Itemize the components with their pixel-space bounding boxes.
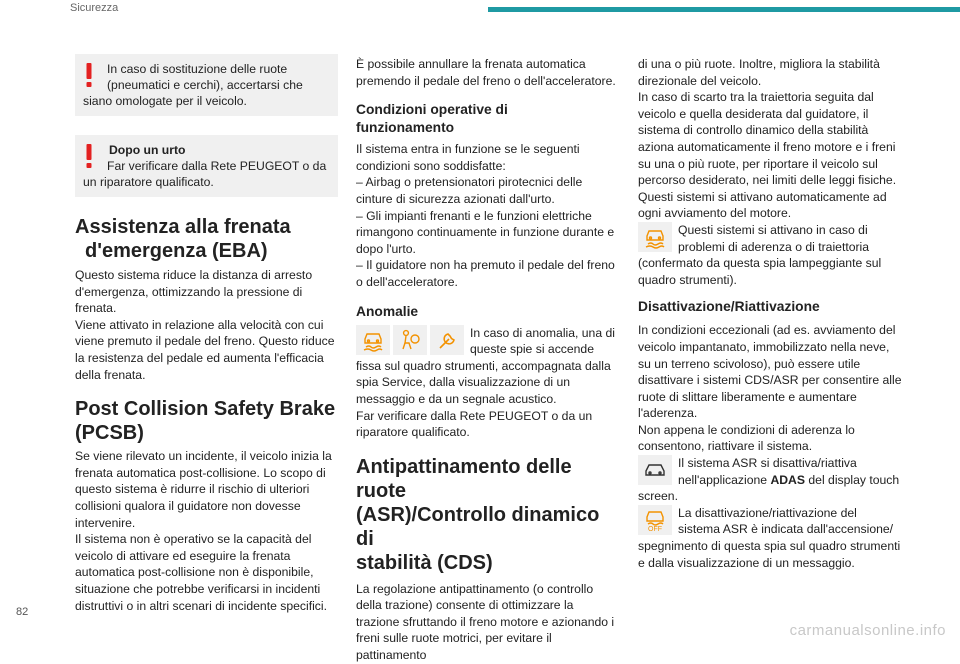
- watermark: carmanualsonline.info: [789, 622, 946, 639]
- service-wrench-icon: [430, 325, 464, 355]
- paragraph: In caso di anomalia, una di queste spie si accende fissa sul quadro strumenti, accompagnata dalla spia Service, dalla visualizzazione di un messaggio e da un segnale acustico.: [356, 325, 615, 406]
- warning-exclamation-icon: [84, 143, 94, 169]
- paragraph: Far verificare dalla Rete PEUGEOT o da un riparatore qualificato.: [356, 408, 593, 440]
- esc-skid-icon: [356, 325, 390, 355]
- paragraph: Viene attivato in relazione alla velocità con cui viene premuto il pedale del freno. Questo riduce la resistenza del pedale ed aumenta l'efficacia della frenata.: [75, 317, 335, 382]
- heading-line: (ASR)/Controllo dinamico di: [356, 503, 600, 550]
- text: del display touch screen.: [638, 472, 900, 504]
- warning-text: siano omologate per il veicolo.: [83, 94, 247, 108]
- heading-line: Condizioni operative di: [356, 102, 508, 118]
- paragraph: Il sistema entra in funzione se le seguenti condizioni sono soddisfatte:: [356, 142, 580, 173]
- column-1: [75, 46, 338, 614]
- page-number: 82: [16, 606, 29, 618]
- heading-anomalie: Anomalie: [356, 303, 419, 319]
- paragraph: La disattivazione/riattivazione del sistema ASR è indicata dall'accensione/ spegnimento di questa spia sul quadro strumenti e dalla visualizzazione di un messaggio.: [638, 505, 901, 570]
- paragraph: Non appena le condizioni di aderenza lo consentono, riattivare il sistema.: [638, 422, 855, 454]
- list-item: – Airbag o pretensionatori pirotecnici delle cinture di sicurezza azionati dall'urto.: [356, 175, 583, 206]
- paragraph: [638, 455, 902, 505]
- heading-line: funzionamento: [356, 120, 455, 136]
- paragraph: Il sistema non è operativo se la capacità del veicolo di attivare ed eseguire la frenata automatica post-collisione non è disponibile, situazione che potrebbe verificarsi in incidenti distruttivi o in altri scenari di incidente specifici.: [75, 532, 327, 613]
- list-item: – Gli impianti frenanti e le funzioni elettriche rimangono continuamente in funzione durante e dopo l'urto.: [356, 208, 615, 256]
- paragraph: di una o più ruote. Inoltre, migliora la stabilità direzionale del veicolo.: [638, 57, 880, 88]
- heading-conditions: [356, 101, 619, 137]
- list-item: – Il guidatore non ha premuto il pedale del freno o dell'acceleratore.: [356, 258, 615, 289]
- paragraph: È possibile annullare la frenata automatica premendo il pedale del freno o dell'acceleratore.: [356, 57, 616, 88]
- warning-exclamation-icon: [84, 62, 94, 88]
- heading-pcsb: [75, 397, 338, 445]
- paragraph: La regolazione antipattinamento (o controllo della trazione) consente di ottimizzare la trazione sfruttando il freno motore e azionando i freni sulle ruote motrici, per evitare il pattinamento: [356, 581, 615, 663]
- heading-eba: [75, 215, 338, 263]
- column-3: [638, 46, 902, 571]
- paragraph: Se viene rilevato un incidente, il veicolo inizia la frenata automatica post-collisione. Lo scopo di questo sistema è ridurre il rischio di ulteriori collisioni qualora il guidatore non dovesse intervenire.: [75, 449, 332, 530]
- warning-lamps: [356, 325, 464, 355]
- heading-line: d'emergenza (EBA): [85, 240, 268, 262]
- paragraph: Questi sistemi si attivano automaticamente ad ogni avviamento del motore.: [638, 189, 887, 221]
- column-2: [356, 46, 619, 664]
- warning-box-crash: [75, 135, 338, 197]
- heading-line: Post Collision Safety Brake: [75, 398, 336, 421]
- warning-text: (pneumatici e cerchi), accertarsi che: [107, 78, 303, 92]
- warning-text: In caso di sostituzione delle ruote: [107, 62, 288, 76]
- warning-text: Far verificare dalla Rete PEUGEOT o da: [107, 159, 327, 173]
- esc-skid-icon: [638, 222, 672, 252]
- heading-line: stabilità (CDS): [356, 551, 493, 574]
- adas-label: ADAS: [770, 472, 805, 487]
- heading-line: Assistenza alla frenata: [75, 216, 291, 238]
- warning-text: un riparatore qualificato.: [83, 175, 214, 189]
- paragraph: In caso di scarto tra la traiettoria seguita dal veicolo e quella desiderata dal guidatore, il sistema di controllo dinamico della stabilità aziona automaticamente il freno motore e i freni su una o più ruote, per riportare il veicolo sul percorso desiderato, nei limiti delle leggi fisiche.: [638, 90, 897, 188]
- esc-off-icon: [638, 505, 672, 535]
- section-label: Sicurezza: [70, 2, 119, 14]
- heading-disattivazione: Disattivazione/Riattivazione: [638, 299, 820, 315]
- paragraph: In condizioni eccezionali (ad es. avviamento del veicolo impantanato, immobilizzato nella neve, su un terreno scivoloso), può essere utile disattivare i sistemi CDS/ASR per consentire alle ruote di slittare liberamente e aumentare l'aderenza.: [638, 323, 902, 421]
- heading-asr: [356, 455, 619, 575]
- heading-line: (PCSB): [75, 422, 144, 445]
- off-label: OFF: [648, 525, 662, 532]
- paragraph: Questo sistema riduce la distanza di arresto d'emergenza, ottimizzando la pressione di frenata.: [75, 268, 313, 316]
- paragraph: Questi sistemi si attivano in caso di problemi di aderenza o di traiettoria (confermato da questa spia lampeggiante sul quadro strumenti).: [638, 222, 882, 287]
- airbag-service-icon: [393, 325, 427, 355]
- warning-box-wheels: [75, 54, 338, 116]
- text: Il sistema ASR si disattiva/riattiva nell'applicazione: [678, 456, 857, 487]
- car-icon: [638, 455, 672, 485]
- heading-line: Antipattinamento delle ruote: [356, 455, 572, 502]
- warning-title: Dopo un urto: [109, 143, 186, 157]
- header-accent-bar: [488, 7, 960, 12]
